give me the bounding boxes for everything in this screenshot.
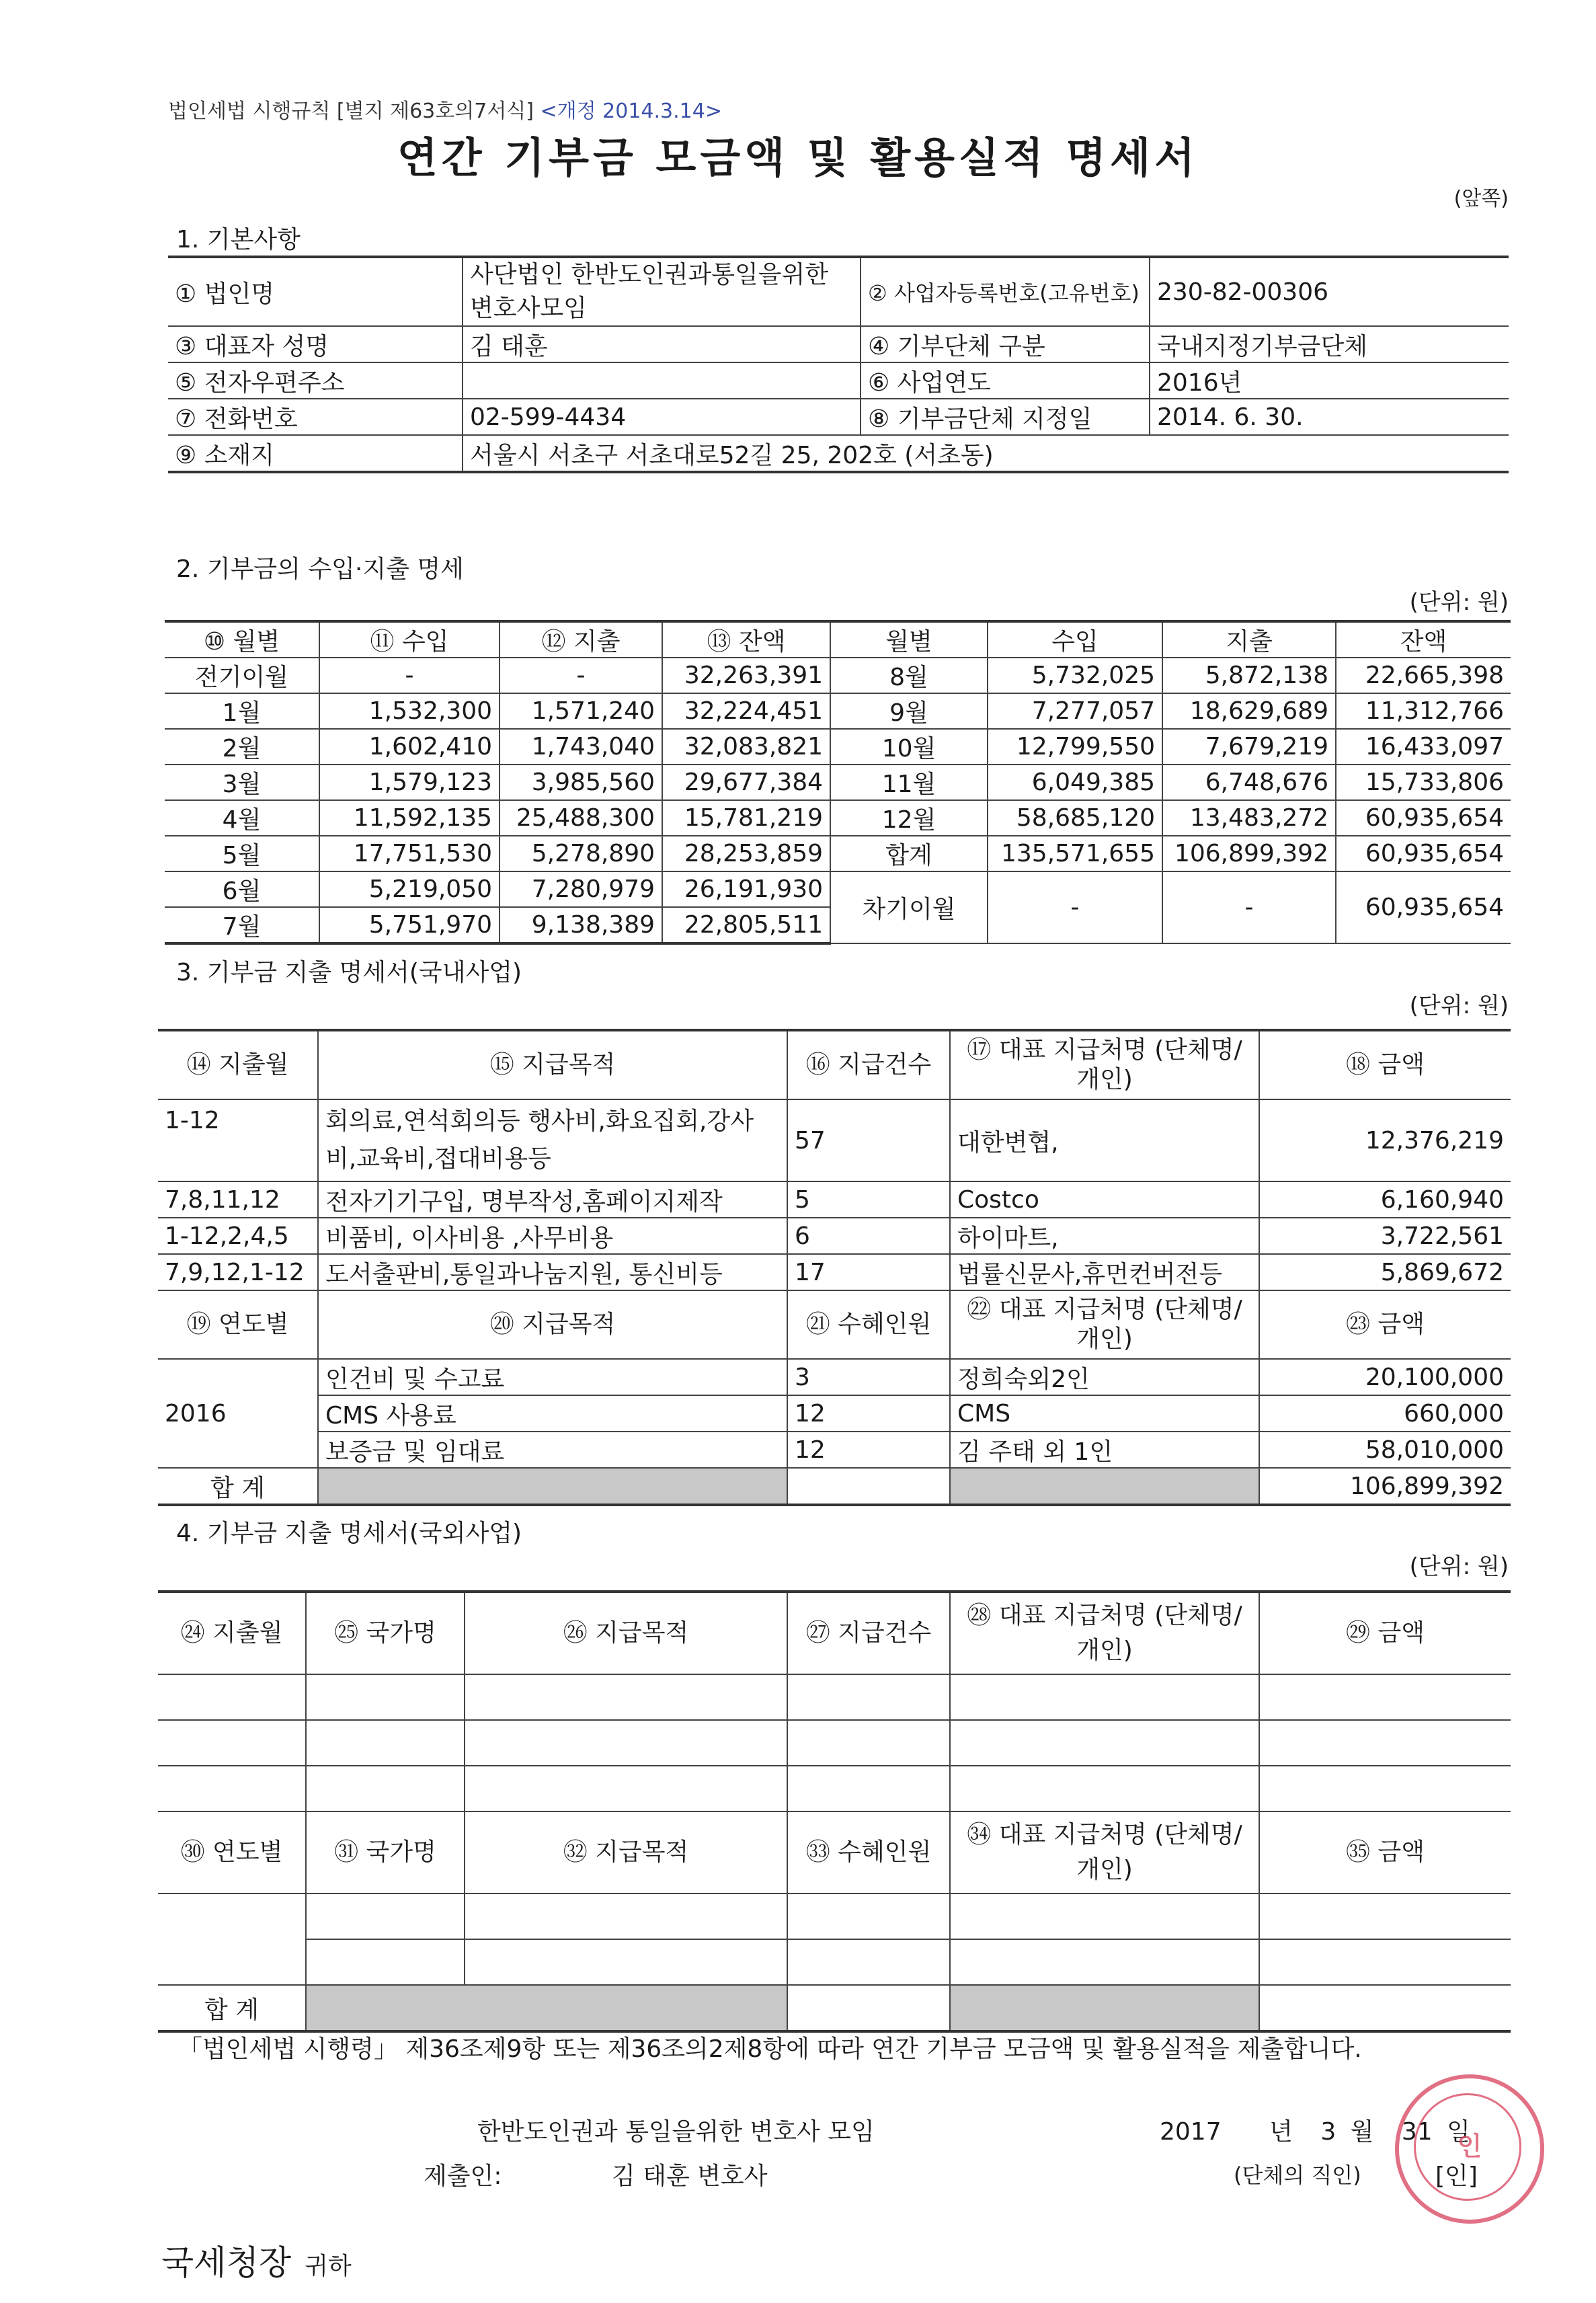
corp-name-label: ① 법인명 (168, 257, 463, 326)
income-cell: 58,685,120 (988, 800, 1162, 836)
table-row (158, 1894, 1511, 1939)
col-expense-2: 지출 (1162, 621, 1336, 658)
count-cell: 17 (787, 1254, 950, 1290)
total-label: 합 계 (158, 1985, 306, 2031)
fiscal-year-label: ⑥ 사업연도 (861, 362, 1150, 399)
section2-unit: (단위: 원) (1409, 589, 1509, 616)
balance-cell: 32,083,821 (662, 729, 830, 765)
col-purpose: ㉖ 지급목적 (465, 1592, 787, 1674)
income-cell: 7,277,057 (988, 693, 1162, 729)
month-unit: 월 (1350, 2118, 1374, 2146)
col-income: ⑪ 수입 (319, 621, 500, 658)
table-row (168, 362, 1509, 399)
seal-mark: [인] (1435, 2162, 1478, 2190)
expense-cell: 25,488,300 (500, 800, 662, 836)
col-beneficiaries: ㉝ 수혜인원 (787, 1811, 950, 1894)
balance-cell: 15,781,219 (662, 800, 830, 836)
purpose-cell: 보증금 및 임대료 (318, 1432, 787, 1468)
month-cell: 전기이월 (165, 658, 319, 693)
domestic-header-row (158, 1030, 1511, 1099)
email-value (463, 362, 861, 399)
col-payee-2: ㉒ 대표 지급처명 (단체명/개인) (950, 1290, 1259, 1359)
table-row (158, 1218, 1511, 1254)
month-cell: 9월 (830, 693, 988, 729)
submitter-name: 김 태훈 변호사 (612, 2162, 768, 2190)
month-cell: 4월 (165, 800, 319, 836)
month-cell: 8월 (830, 658, 988, 693)
expense-cell: 13,483,272 (1162, 800, 1336, 836)
section3-heading: 3. 기부금 지출 명세서(국내사업) (176, 959, 522, 986)
empty-cell (1259, 1985, 1511, 2031)
month-cell: 5월 (165, 836, 319, 871)
month-cell: 11월 (830, 765, 988, 800)
table-row (158, 1766, 1511, 1811)
expense-month-cell: 1-12,2,4,5 (158, 1218, 318, 1254)
total-row (158, 1985, 1511, 2031)
total-row (158, 1468, 1511, 1505)
expense-month-cell: 1-12 (158, 1099, 318, 1181)
expense-cell: 7,679,219 (1162, 729, 1336, 765)
payee-cell: 정희숙외2인 (950, 1359, 1259, 1395)
income-cell: 12,799,550 (988, 729, 1162, 765)
col-balance: ⑬ 잔액 (662, 621, 830, 658)
section4-heading: 4. 기부금 지출 명세서(국외사업) (176, 1520, 522, 1547)
balance-cell: 16,433,097 (1336, 729, 1511, 765)
corp-name-value: 사단법인 한반도인권과통일을위한 변호사모임 (463, 257, 861, 326)
income-cell: 6,049,385 (988, 765, 1162, 800)
expense-cell: 7,280,979 (500, 871, 662, 907)
form-reference (168, 94, 722, 124)
income-cell: - (319, 658, 500, 693)
col-expense-month: ⑭ 지출월 (158, 1030, 318, 1099)
organization-name: 한반도인권과 통일을위한 변호사 모임 (477, 2118, 875, 2146)
month-cell: 10월 (830, 729, 988, 765)
purpose-cell: 도서출판비,통일과나눔지원, 통신비등 (318, 1254, 787, 1290)
col-expense-month: ㉔ 지출월 (158, 1592, 306, 1674)
count-cell: 5 (787, 1181, 950, 1218)
month-cell: 3월 (165, 765, 319, 800)
col-count: ⑯ 지급건수 (787, 1030, 950, 1099)
payee-cell: Costco (950, 1181, 1259, 1218)
expense-cell: 5,278,890 (500, 836, 662, 871)
payee-cell: 하이마트, (950, 1218, 1259, 1254)
recipient-suffix: 귀하 (305, 2253, 352, 2280)
expense-month-cell: 7,9,12,1-12 (158, 1254, 318, 1290)
expense-cell: 3,985,560 (500, 765, 662, 800)
expense-cell: - (500, 658, 662, 693)
col-expense: ⑫ 지출 (500, 621, 662, 658)
table-row (168, 257, 1509, 326)
expense-cell: 18,629,689 (1162, 693, 1336, 729)
rep-name-value: 김 태훈 (463, 326, 861, 362)
income-cell: 11,592,135 (319, 800, 500, 836)
beneficiaries-cell: 3 (787, 1359, 950, 1395)
col-income-2: 수입 (988, 621, 1162, 658)
overseas-header-row (158, 1592, 1511, 1674)
phone-label: ⑦ 전화번호 (168, 399, 463, 435)
expense-cell: 9,138,389 (500, 907, 662, 943)
carry-forward-label: 차기이월 (830, 871, 988, 943)
purpose-cell: CMS 사용료 (318, 1395, 787, 1432)
balance-cell: 22,805,511 (662, 907, 830, 943)
amount-cell: 58,010,000 (1259, 1432, 1511, 1468)
income-cell: 5,219,050 (319, 871, 500, 907)
table-row (165, 693, 1511, 729)
carry-balance: 60,935,654 (1336, 871, 1511, 943)
amount-cell: 20,100,000 (1259, 1359, 1511, 1395)
table-row (158, 1359, 1511, 1395)
col-country: ㉕ 국가명 (306, 1592, 465, 1674)
purpose-cell: 전자기기구입, 명부작성,홈페이지제작 (318, 1181, 787, 1218)
total-label: 합 계 (158, 1468, 318, 1505)
yearly-header-row (158, 1290, 1511, 1359)
balance-cell: 32,263,391 (662, 658, 830, 693)
overseas-expense-table (158, 1590, 1511, 2033)
total-expense-cell: 106,899,392 (1162, 836, 1336, 871)
basic-info-table (168, 256, 1509, 473)
table-row (158, 1432, 1511, 1468)
recipient (161, 2236, 352, 2284)
income-cell: 5,751,970 (319, 907, 500, 943)
carry-expense: - (1162, 871, 1336, 943)
monthly-header-row (165, 621, 1511, 658)
income-cell: 1,602,410 (319, 729, 500, 765)
table-row (158, 1939, 1511, 1985)
shaded-cell (318, 1468, 787, 1505)
income-cell: 1,532,300 (319, 693, 500, 729)
payee-cell: 김 주태 외 1인 (950, 1432, 1259, 1468)
expense-cell: 5,872,138 (1162, 658, 1336, 693)
table-row (158, 1674, 1511, 1720)
balance-cell: 32,224,451 (662, 693, 830, 729)
shaded-cell (950, 1468, 1259, 1505)
col-purpose-2: ⑳ 지급목적 (318, 1290, 787, 1359)
section1-heading: 1. 기본사항 (176, 226, 301, 253)
seal-note: (단체의 직인) (1234, 2162, 1361, 2188)
table-row (168, 435, 1509, 472)
month-cell: 12월 (830, 800, 988, 836)
total-balance-cell: 60,935,654 (1336, 836, 1511, 871)
purpose-cell: 인건비 및 수고료 (318, 1359, 787, 1395)
date-day: 31 (1401, 2118, 1433, 2146)
col-month-2: 월별 (830, 621, 988, 658)
day-unit: 일 (1447, 2118, 1470, 2146)
amount-cell: 660,000 (1259, 1395, 1511, 1432)
table-row (168, 399, 1509, 435)
fiscal-year-value: 2016년 (1150, 362, 1509, 399)
official-seal-stamp (1395, 2074, 1544, 2224)
empty-cell (787, 1985, 950, 2031)
date-month: 3 (1320, 2118, 1336, 2146)
section4-unit: (단위: 원) (1409, 1553, 1509, 1580)
col-year: ㉚ 연도별 (158, 1811, 306, 1894)
domestic-expense-table (158, 1029, 1511, 1506)
month-cell: 7월 (165, 907, 319, 943)
col-month: ⑩ 월별 (165, 621, 319, 658)
address-label: ⑨ 소재지 (168, 435, 463, 472)
org-type-value: 국내지정기부금단체 (1150, 326, 1509, 362)
month-cell: 6월 (165, 871, 319, 907)
table-row (158, 1254, 1511, 1290)
col-purpose-2: ㉜ 지급목적 (465, 1811, 787, 1894)
email-label: ⑤ 전자우편주소 (168, 362, 463, 399)
count-cell: 57 (787, 1099, 950, 1181)
monthly-table (165, 620, 1511, 945)
declaration-text: 「법인세법 시행령」 제36조제9항 또는 제36조의2제8항에 따라 연간 기부금 모금액 및 활용실적을 제출합니다. (178, 2035, 1362, 2063)
submitter-label: 제출인: (424, 2162, 502, 2190)
phone-value: 02-599-4434 (463, 399, 861, 435)
col-count: ㉗ 지급건수 (787, 1592, 950, 1674)
balance-cell: 22,665,398 (1336, 658, 1511, 693)
rep-name-label: ③ 대표자 성명 (168, 326, 463, 362)
col-amount: ⑱ 금액 (1259, 1030, 1511, 1099)
beneficiaries-cell: 12 (787, 1432, 950, 1468)
balance-cell: 60,935,654 (1336, 800, 1511, 836)
org-type-label: ④ 기부단체 구분 (861, 326, 1150, 362)
income-cell: 17,751,530 (319, 836, 500, 871)
table-row (165, 871, 1511, 907)
balance-cell: 11,312,766 (1336, 693, 1511, 729)
col-amount: ㉙ 금액 (1259, 1592, 1511, 1674)
page-title: 연간 기부금 모금액 및 활용실적 명세서 (397, 133, 1199, 182)
address-value: 서울시 서초구 서초대로52길 25, 202호 (서초동) (463, 435, 1509, 472)
balance-cell: 28,253,859 (662, 836, 830, 871)
income-cell: 1,579,123 (319, 765, 500, 800)
payee-cell: 법률신문사,휴먼컨버전등 (950, 1254, 1259, 1290)
month-cell: 2월 (165, 729, 319, 765)
amount-cell: 5,869,672 (1259, 1254, 1511, 1290)
total-income-cell: 135,571,655 (988, 836, 1162, 871)
purpose-cell: 회의료,연석회의등 행사비,화요집회,강사비,교육비,접대비용등 (318, 1099, 787, 1181)
total-amount: 106,899,392 (1259, 1468, 1511, 1505)
count-cell: 6 (787, 1218, 950, 1254)
expense-month-cell: 7,8,11,12 (158, 1181, 318, 1218)
amount-cell: 3,722,561 (1259, 1218, 1511, 1254)
date-year: 2017 (1160, 2118, 1222, 2146)
carry-income: - (988, 871, 1162, 943)
col-amount-2: ㉓ 금액 (1259, 1290, 1511, 1359)
shaded-cell (950, 1985, 1259, 2031)
col-beneficiaries: ㉑ 수혜인원 (787, 1290, 950, 1359)
payee-cell: CMS (950, 1395, 1259, 1432)
col-year: ⑲ 연도별 (158, 1290, 318, 1359)
col-purpose: ⑮ 지급목적 (318, 1030, 787, 1099)
form-ref-text: 법인세법 시행규칙 [별지 제63호의7서식] (168, 100, 534, 123)
table-row (165, 800, 1511, 836)
col-payee: ㉘ 대표 지급처명 (단체명/개인) (950, 1592, 1259, 1674)
amount-cell: 6,160,940 (1259, 1181, 1511, 1218)
year-unit: 년 (1269, 2118, 1293, 2146)
biz-number-label: ② 사업자등록번호(고유번호) (861, 257, 1150, 326)
table-row (168, 326, 1509, 362)
col-payee: ⑰ 대표 지급처명 (단체명/개인) (950, 1030, 1259, 1099)
table-row (165, 729, 1511, 765)
page-side-label: (앞쪽) (1453, 187, 1509, 210)
expense-cell: 1,743,040 (500, 729, 662, 765)
col-amount-2: ㉟ 금액 (1259, 1811, 1511, 1894)
amount-cell: 12,376,219 (1259, 1099, 1511, 1181)
income-cell: 5,732,025 (988, 658, 1162, 693)
overseas-yearly-header-row (158, 1811, 1511, 1894)
table-row (165, 658, 1511, 693)
recipient-name: 국세청장 (161, 2243, 292, 2282)
table-row (165, 836, 1511, 871)
beneficiaries-cell: 12 (787, 1395, 950, 1432)
table-row (158, 1181, 1511, 1218)
balance-cell: 15,733,806 (1336, 765, 1511, 800)
col-balance-2: 잔액 (1336, 621, 1511, 658)
balance-cell: 29,677,384 (662, 765, 830, 800)
shaded-cell (306, 1985, 787, 2031)
table-row (158, 1099, 1511, 1181)
col-payee-2: ㉞ 대표 지급처명 (단체명/개인) (950, 1811, 1259, 1894)
designation-date-label: ⑧ 기부금단체 지정일 (861, 399, 1150, 435)
revision-note: <개정 2014.3.14> (540, 100, 722, 123)
total-label-cell: 합계 (830, 836, 988, 871)
table-row (158, 1395, 1511, 1432)
payee-cell: 대한변협, (950, 1099, 1259, 1181)
section3-unit: (단위: 원) (1409, 992, 1509, 1019)
month-cell: 1월 (165, 693, 319, 729)
expense-cell: 1,571,240 (500, 693, 662, 729)
year-cell: 2016 (158, 1359, 318, 1468)
seal-text: 인 (1457, 2132, 1482, 2161)
biz-number-value: 230-82-00306 (1150, 257, 1509, 326)
table-row (165, 765, 1511, 800)
table-row (158, 1720, 1511, 1766)
designation-date-value: 2014. 6. 30. (1150, 399, 1509, 435)
purpose-cell: 비품비, 이사비용 ,사무비용 (318, 1218, 787, 1254)
expense-cell: 6,748,676 (1162, 765, 1336, 800)
col-country-2: ㉛ 국가명 (306, 1811, 465, 1894)
empty-cell (787, 1468, 950, 1505)
section2-heading: 2. 기부금의 수입·지출 명세 (176, 555, 464, 583)
balance-cell: 26,191,930 (662, 871, 830, 907)
